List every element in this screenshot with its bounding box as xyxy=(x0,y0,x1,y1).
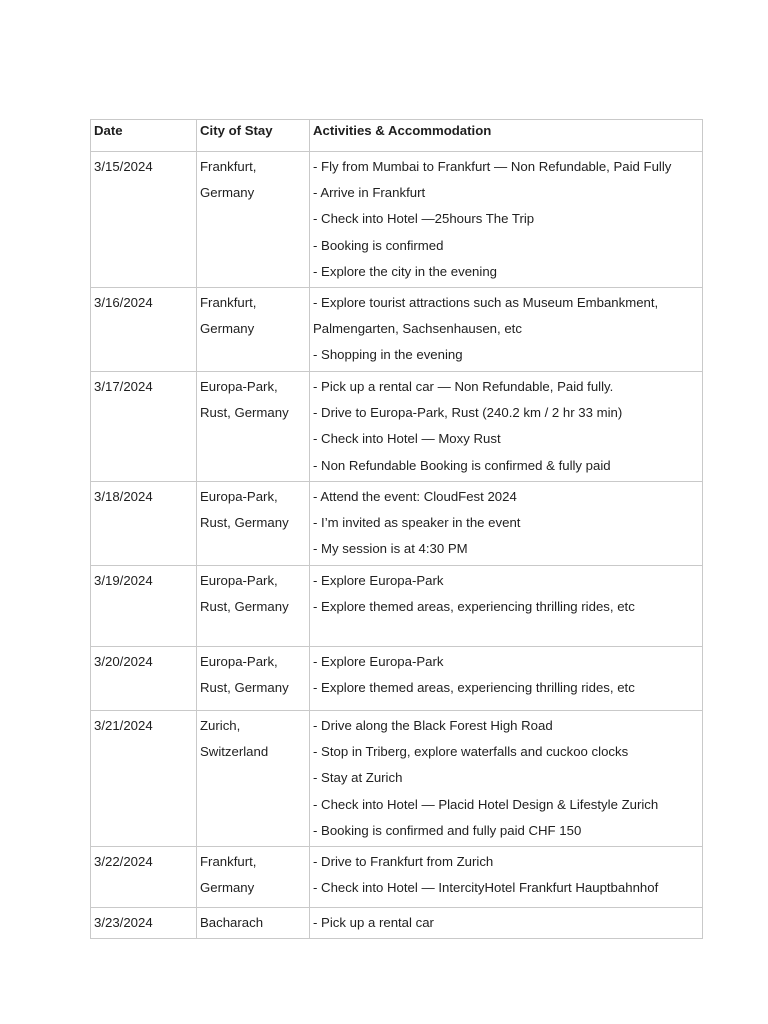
city-text: Zurich, Switzerland xyxy=(200,718,269,760)
activity-line: - Explore tourist attractions such as Museum Embankment, Palmengarten, Sachsenhausen, etc xyxy=(313,295,659,337)
activity-line: - Check into Hotel —25hours The Trip xyxy=(313,211,535,227)
activity-line: - Drive to Frankfurt from Zurich xyxy=(313,854,494,870)
activity-line: - Shopping in the evening xyxy=(313,347,463,363)
city-text: Europa-Park, Rust, Germany xyxy=(200,573,289,615)
activity-line: - Arrive in Frankfurt xyxy=(313,185,426,201)
city-cell xyxy=(197,482,310,566)
activity-line: - Booking is confirmed xyxy=(313,237,444,253)
date-text: 3/16/2024 xyxy=(94,295,153,311)
city-cell xyxy=(197,566,310,647)
city-cell xyxy=(197,152,310,288)
activity-line: - Explore themed areas, experiencing thrilling rides, etc xyxy=(313,680,635,696)
city-cell xyxy=(197,847,310,908)
activities-cell xyxy=(310,566,703,647)
table-header-row xyxy=(91,120,703,152)
city-cell xyxy=(197,908,310,939)
activities-cell xyxy=(310,482,703,566)
activities-cell xyxy=(310,288,703,372)
date-text: 3/21/2024 xyxy=(94,718,153,734)
city-text: Europa-Park, Rust, Germany xyxy=(200,489,289,531)
date-text: 3/17/2024 xyxy=(94,379,153,395)
city-text: Europa-Park, Rust, Germany xyxy=(200,379,289,421)
activity-line: - Attend the event: CloudFest 2024 xyxy=(313,489,517,505)
activity-line: - Drive along the Black Forest High Road xyxy=(313,718,553,734)
city-text: Frankfurt, Germany xyxy=(200,159,257,201)
itinerary-table xyxy=(90,119,703,939)
date-cell xyxy=(91,847,197,908)
city-cell xyxy=(197,647,310,711)
activity-line: - Stay at Zurich xyxy=(313,770,403,786)
activity-line: - Pick up a rental car — Non Refundable, Paid fully. xyxy=(313,379,614,395)
table-row xyxy=(91,372,703,482)
table-row xyxy=(91,152,703,288)
activity-line: - Explore Europa-Park xyxy=(313,654,444,670)
date-cell xyxy=(91,372,197,482)
activity-line: - I’m invited as speaker in the event xyxy=(313,515,521,531)
date-cell xyxy=(91,647,197,711)
city-text: Frankfurt, Germany xyxy=(200,295,257,337)
table-row xyxy=(91,908,703,939)
activity-line: - Pick up a rental car xyxy=(313,915,434,931)
date-text: 3/18/2024 xyxy=(94,489,153,505)
table-row xyxy=(91,482,703,566)
date-text: 3/23/2024 xyxy=(94,915,153,931)
header-city-of-stay: City of Stay xyxy=(197,120,310,152)
date-cell xyxy=(91,908,197,939)
activities-cell xyxy=(310,152,703,288)
date-text: 3/22/2024 xyxy=(94,854,153,870)
activity-line: - Check into Hotel — Moxy Rust xyxy=(313,431,501,447)
table-body xyxy=(91,152,703,939)
activity-line: - Explore Europa-Park xyxy=(313,573,444,589)
table-row xyxy=(91,847,703,908)
city-text: Frankfurt, Germany xyxy=(200,854,257,896)
city-cell xyxy=(197,711,310,847)
date-cell xyxy=(91,711,197,847)
activity-line: - Check into Hotel — IntercityHotel Frankfurt Hauptbahnhof xyxy=(313,880,659,896)
activity-line: - Drive to Europa-Park, Rust (240.2 km / 2 hr 33 min) xyxy=(313,405,623,421)
activity-line: - Non Refundable Booking is confirmed & fully paid xyxy=(313,457,611,473)
date-text: 3/15/2024 xyxy=(94,159,153,174)
date-text: 3/19/2024 xyxy=(94,573,153,589)
date-text: 3/20/2024 xyxy=(94,654,153,670)
date-cell xyxy=(91,152,197,288)
city-text: Europa-Park, Rust, Germany xyxy=(200,654,289,696)
activities-cell xyxy=(310,647,703,711)
activities-cell xyxy=(310,908,703,939)
city-cell xyxy=(197,372,310,482)
activity-line: - Check into Hotel — Placid Hotel Design & Lifestyle Zurich xyxy=(313,796,659,812)
activities-cell xyxy=(310,711,703,847)
table-row xyxy=(91,647,703,711)
activity-line: - Explore themed areas, experiencing thrilling rides, etc xyxy=(313,599,635,615)
date-cell xyxy=(91,566,197,647)
header-date: Date xyxy=(91,120,197,152)
table-row xyxy=(91,711,703,847)
table-row xyxy=(91,288,703,372)
activity-line: - Stop in Triberg, explore waterfalls and cuckoo clocks xyxy=(313,744,629,760)
table-row xyxy=(91,566,703,647)
activity-line: - Explore the city in the evening xyxy=(313,263,497,279)
activities-cell xyxy=(310,847,703,908)
city-cell xyxy=(197,288,310,372)
activities-cell xyxy=(310,372,703,482)
city-text: Bacharach xyxy=(200,915,264,931)
header-activities: Activities & Accommodation xyxy=(310,120,703,152)
date-cell xyxy=(91,288,197,372)
activity-line: - Booking is confirmed and fully paid CHF 150 xyxy=(313,822,582,838)
activity-line: - My session is at 4:30 PM xyxy=(313,541,468,557)
date-cell xyxy=(91,482,197,566)
activity-line: - Fly from Mumbai to Frankfurt — Non Refundable, Paid Fully xyxy=(313,159,672,174)
